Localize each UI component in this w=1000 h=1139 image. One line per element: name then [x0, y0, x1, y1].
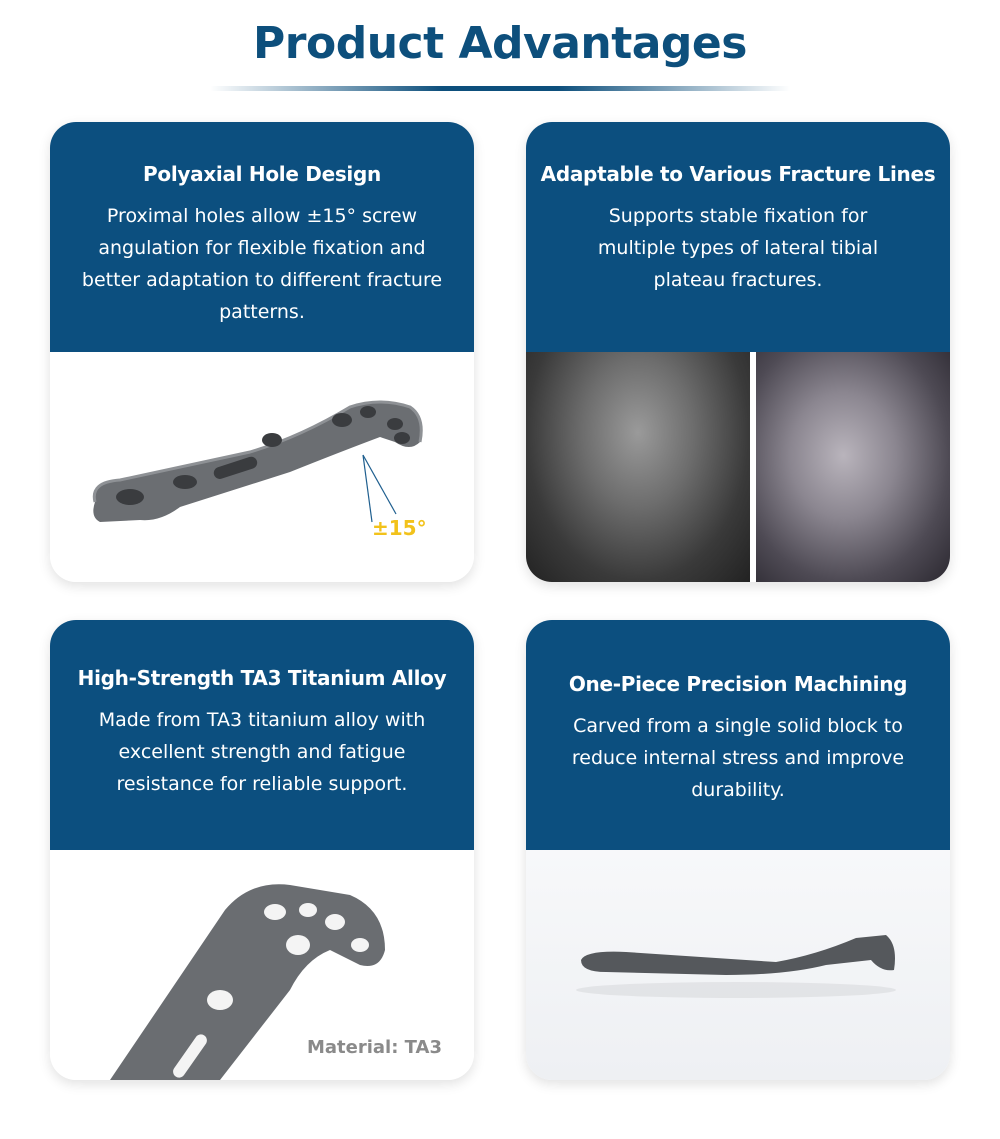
- material-label: Material: TA3: [306, 1037, 442, 1058]
- card-header: [50, 122, 474, 352]
- angle-label: ±15°: [372, 516, 427, 540]
- card-titanium-alloy: [50, 620, 474, 1080]
- xray-image: [756, 352, 950, 582]
- card-title: Polyaxial Hole Design: [143, 162, 381, 186]
- card-precision-machining: [526, 620, 950, 1080]
- card-fracture-lines: [526, 122, 950, 582]
- card-title: Adaptable to Various Fracture Lines: [540, 162, 936, 186]
- card-title: High-Strength TA3 Titanium Alloy: [77, 666, 447, 690]
- title-underline: [210, 86, 790, 91]
- ct-scan-image: [526, 352, 750, 582]
- card-header: [50, 620, 474, 850]
- bone-plate-illustration: [50, 352, 474, 582]
- plate-side-illustration: [526, 850, 950, 1080]
- card-title: One-Piece Precision Machining: [568, 672, 908, 696]
- card-text: Supports stable fixation for multiple types of lateral tibial plateau fractures.: [597, 205, 879, 291]
- card-header: [526, 620, 950, 850]
- titanium-plate-image: [50, 850, 474, 1080]
- xray-images: [526, 352, 950, 582]
- bone-plate-image: [50, 352, 474, 582]
- card-header: [526, 122, 950, 352]
- page-title: Product Advantages: [253, 18, 747, 69]
- machined-plate-image: [526, 850, 950, 1080]
- card-text: Proximal holes allow ±15° screw angulation for flexible fixation and better adaptation to different fracture patterns.: [81, 205, 443, 323]
- card-polyaxial-hole-design: [50, 122, 474, 582]
- card-text: Made from TA3 titanium alloy with excellent strength and fatigue resistance for reliable support.: [98, 709, 426, 795]
- card-text: Carved from a single solid block to reduce internal stress and improve durability.: [571, 715, 905, 801]
